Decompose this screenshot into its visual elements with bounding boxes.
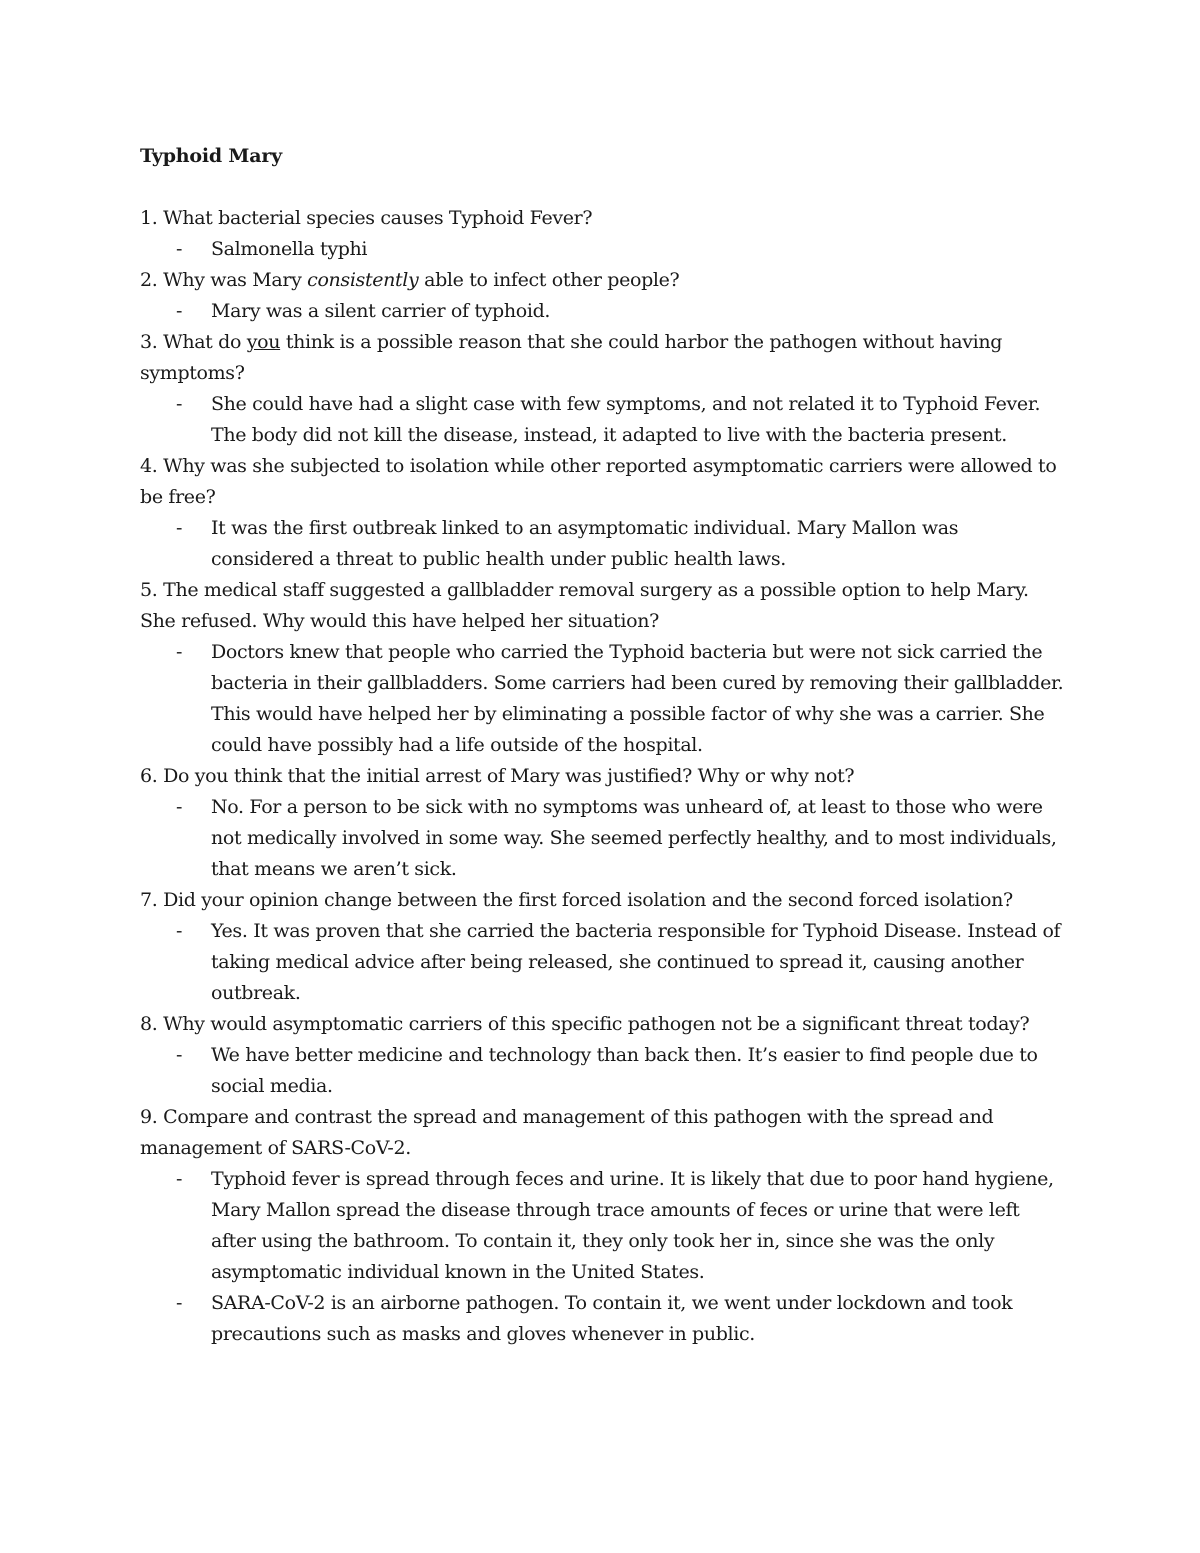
bullet-dash: - [176,1044,183,1066]
question-block-1 [140,203,1065,265]
answer-list [140,296,1065,327]
question-text: Do you think that the initial arrest of Mary was justified? Why or why not? [163,765,855,787]
question-text-end: able to infect other people? [418,269,680,291]
answer-item [140,1164,1065,1288]
question-block-3 [140,327,1065,451]
bullet-dash: - [176,300,183,322]
question-emphasis: consistently [307,269,419,291]
answer-text: Typhoid fever is spread through feces and urine. It is likely that due to poor hand hygiene, Mary Mallon spread the disease through trace amounts of feces or urine that were left after using the bathroom. To contain it, they only took her in, since she was the only asymptomatic individual known in the United States. [211,1168,1054,1283]
answer-item [140,792,1065,885]
answer-item [140,513,1065,575]
answer-list [140,389,1065,451]
answer-list [140,792,1065,885]
question-text: Did your opinion change between the first forced isolation and the second forced isolation? [163,889,1013,911]
answer-text: It was the first outbreak linked to an asymptomatic individual. Mary Mallon was considered a threat to public health under public health laws. [211,517,959,570]
question-number: 2. [140,269,158,291]
question-5 [140,575,1065,637]
question-number: 5. [140,579,158,601]
bullet-dash: - [176,641,183,663]
bullet-dash: - [176,1168,183,1190]
document-title: Typhoid Mary [140,145,282,167]
document-page [140,141,1065,1350]
question-4 [140,451,1065,513]
question-text: Why would asymptomatic carriers of this specific pathogen not be a significant threat today? [163,1013,1030,1035]
question-block-4 [140,451,1065,575]
answer-text: SARA-CoV-2 is an airborne pathogen. To contain it, we went under lockdown and took precautions such as masks and gloves whenever in public. [211,1292,1013,1345]
answer-item [140,637,1065,761]
question-1 [140,203,1065,234]
question-block-6 [140,761,1065,885]
question-number: 6. [140,765,158,787]
answer-list [140,234,1065,265]
question-underline: you [246,331,281,353]
bullet-dash: - [176,796,183,818]
answer-item [140,234,1065,265]
question-text: What bacterial species causes Typhoid Fever? [163,207,593,229]
question-8 [140,1009,1065,1040]
answer-item [140,296,1065,327]
question-text: The medical staff suggested a gallbladder removal surgery as a possible option to help Mary. She refused. Why would this have helped her situation? [140,579,1029,632]
question-number: 7. [140,889,158,911]
question-text: Compare and contrast the spread and management of this pathogen with the spread and management of SARS-CoV-2. [140,1106,994,1159]
question-2 [140,265,1065,296]
bullet-dash: - [176,393,183,415]
answer-item [140,389,1065,451]
question-6 [140,761,1065,792]
answer-list [140,1164,1065,1350]
question-number: 8. [140,1013,158,1035]
question-9 [140,1102,1065,1164]
bullet-dash: - [176,517,183,539]
question-block-2 [140,265,1065,327]
question-block-9 [140,1102,1065,1350]
answer-list [140,1040,1065,1102]
question-number: 9. [140,1106,158,1128]
answer-item [140,1040,1065,1102]
bullet-dash: - [176,1292,183,1314]
question-text: Why was she subjected to isolation while other reported asymptomatic carriers were allowed to be free? [140,455,1057,508]
answer-item [140,1288,1065,1350]
bullet-dash: - [176,920,183,942]
answer-text: No. For a person to be sick with no symptoms was unheard of, at least to those who were not medically involved in some way. She seemed perfectly healthy, and to most individuals, that means we aren’t sick. [211,796,1057,880]
question-block-7 [140,885,1065,1009]
question-text-start: What do [163,331,247,353]
answer-text: Mary was a silent carrier of typhoid. [211,300,551,322]
question-block-5 [140,575,1065,761]
answer-item [140,916,1065,1009]
answer-list [140,637,1065,761]
bullet-dash: - [176,238,183,260]
answer-text: Salmonella typhi [211,238,368,260]
answer-text: Yes. It was proven that she carried the bacteria responsible for Typhoid Disease. Instead of taking medical advice after being released, she continued to spread it, causing another outbreak. [211,920,1061,1004]
answer-list [140,513,1065,575]
question-number: 4. [140,455,158,477]
question-3 [140,327,1065,389]
question-number: 1. [140,207,158,229]
question-text-end: think is a possible reason that she could harbor the pathogen without having symptoms? [140,331,1003,384]
answer-text: We have better medicine and technology than back then. It’s easier to find people due to social media. [211,1044,1038,1097]
question-text-start: Why was Mary [163,269,308,291]
question-7 [140,885,1065,916]
question-block-8 [140,1009,1065,1102]
answer-text: Doctors knew that people who carried the Typhoid bacteria but were not sick carried the bacteria in their gallbladders. Some carriers had been cured by removing their gallbladder. This would have helped her by eliminating a possible factor of why she was a carrier. She could have possibly had a life outside of the hospital. [211,641,1064,756]
question-number: 3. [140,331,158,353]
answer-text: She could have had a slight case with few symptoms, and not related it to Typhoid Fever. The body did not kill the disease, instead, it adapted to live with the bacteria present. [211,393,1041,446]
answer-list [140,916,1065,1009]
